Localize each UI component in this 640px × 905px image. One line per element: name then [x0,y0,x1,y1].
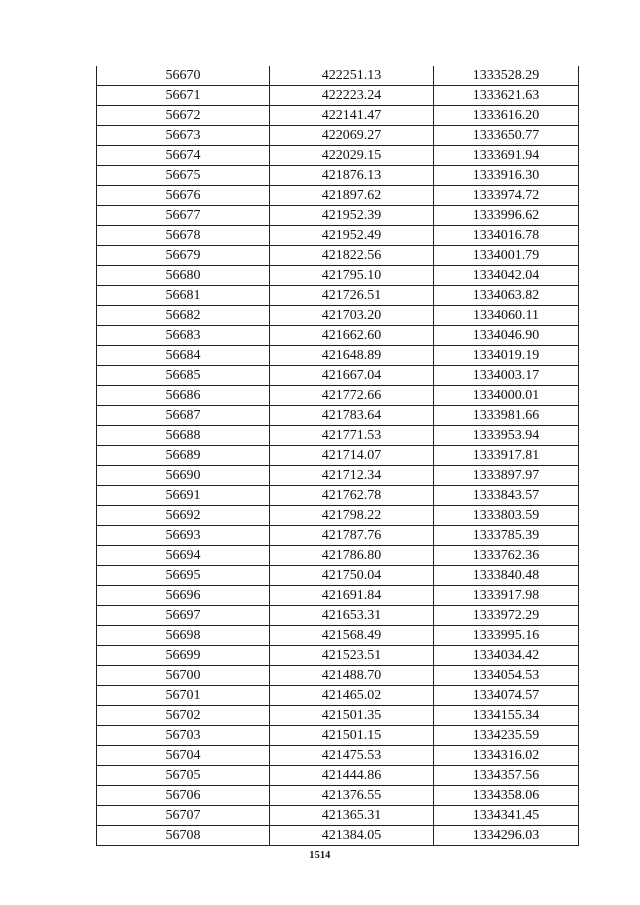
point-id-cell: 56670 [97,66,270,86]
point-id-cell: 56685 [97,366,270,386]
x-coordinate-cell: 421822.56 [270,246,434,266]
table-row [97,166,579,186]
table-row [97,126,579,146]
point-id-cell: 56696 [97,586,270,606]
point-id-cell: 56683 [97,326,270,346]
y-coordinate-cell: 1333840.48 [434,566,579,586]
point-id-cell: 56695 [97,566,270,586]
point-id-cell: 56702 [97,706,270,726]
point-id-cell: 56697 [97,606,270,626]
y-coordinate-cell: 1333762.36 [434,546,579,566]
point-id-cell: 56699 [97,646,270,666]
table-row [97,566,579,586]
table-row [97,746,579,766]
x-coordinate-cell: 421691.84 [270,586,434,606]
table-row [97,266,579,286]
x-coordinate-cell: 421648.89 [270,346,434,366]
y-coordinate-cell: 1334046.90 [434,326,579,346]
point-id-cell: 56672 [97,106,270,126]
x-coordinate-cell: 422223.24 [270,86,434,106]
point-id-cell: 56693 [97,526,270,546]
table-row [97,366,579,386]
table-row [97,406,579,426]
table-row [97,526,579,546]
table-row [97,386,579,406]
x-coordinate-cell: 421703.20 [270,306,434,326]
x-coordinate-cell: 421787.76 [270,526,434,546]
x-coordinate-cell: 421444.86 [270,766,434,786]
x-coordinate-cell: 421667.04 [270,366,434,386]
y-coordinate-cell: 1333916.30 [434,166,579,186]
x-coordinate-cell: 421726.51 [270,286,434,306]
table-row [97,466,579,486]
x-coordinate-cell: 422069.27 [270,126,434,146]
y-coordinate-cell: 1334060.11 [434,306,579,326]
x-coordinate-cell: 421523.51 [270,646,434,666]
y-coordinate-cell: 1333691.94 [434,146,579,166]
table-row [97,826,579,846]
table-row [97,486,579,506]
point-id-cell: 56690 [97,466,270,486]
x-coordinate-cell: 421897.62 [270,186,434,206]
y-coordinate-cell: 1333981.66 [434,406,579,426]
page-number: 1514 [309,850,331,861]
y-coordinate-cell: 1334000.01 [434,386,579,406]
x-coordinate-cell: 421798.22 [270,506,434,526]
y-coordinate-cell: 1334235.59 [434,726,579,746]
point-id-cell: 56704 [97,746,270,766]
point-id-cell: 56677 [97,206,270,226]
x-coordinate-cell: 421465.02 [270,686,434,706]
y-coordinate-cell: 1334019.19 [434,346,579,366]
y-coordinate-cell: 1334003.17 [434,366,579,386]
point-id-cell: 56705 [97,766,270,786]
y-coordinate-cell: 1333897.97 [434,466,579,486]
table-row [97,226,579,246]
y-coordinate-cell: 1333972.29 [434,606,579,626]
x-coordinate-cell: 421952.39 [270,206,434,226]
table-row [97,86,579,106]
point-id-cell: 56700 [97,666,270,686]
x-coordinate-cell: 421568.49 [270,626,434,646]
y-coordinate-cell: 1333996.62 [434,206,579,226]
table-row [97,706,579,726]
y-coordinate-cell: 1333616.20 [434,106,579,126]
y-coordinate-cell: 1333917.81 [434,446,579,466]
x-coordinate-cell: 421365.31 [270,806,434,826]
x-coordinate-cell: 421750.04 [270,566,434,586]
x-coordinate-cell: 421786.80 [270,546,434,566]
point-id-cell: 56675 [97,166,270,186]
table-row [97,146,579,166]
y-coordinate-cell: 1334054.53 [434,666,579,686]
coordinates-table-body [97,66,579,846]
y-coordinate-cell: 1333650.77 [434,126,579,146]
table-row [97,646,579,666]
y-coordinate-cell: 1334063.82 [434,286,579,306]
y-coordinate-cell: 1334316.02 [434,746,579,766]
y-coordinate-cell: 1334357.56 [434,766,579,786]
table-row [97,726,579,746]
x-coordinate-cell: 421475.53 [270,746,434,766]
point-id-cell: 56673 [97,126,270,146]
y-coordinate-cell: 1333995.16 [434,626,579,646]
point-id-cell: 56678 [97,226,270,246]
x-coordinate-cell: 421712.34 [270,466,434,486]
x-coordinate-cell: 422251.13 [270,66,434,86]
table-row [97,586,579,606]
table-row [97,66,579,86]
point-id-cell: 56691 [97,486,270,506]
y-coordinate-cell: 1334001.79 [434,246,579,266]
y-coordinate-cell: 1334016.78 [434,226,579,246]
table-row [97,306,579,326]
y-coordinate-cell: 1333843.57 [434,486,579,506]
point-id-cell: 56692 [97,506,270,526]
point-id-cell: 56684 [97,346,270,366]
point-id-cell: 56703 [97,726,270,746]
y-coordinate-cell: 1334341.45 [434,806,579,826]
x-coordinate-cell: 421662.60 [270,326,434,346]
x-coordinate-cell: 421795.10 [270,266,434,286]
point-id-cell: 56682 [97,306,270,326]
point-id-cell: 56681 [97,286,270,306]
x-coordinate-cell: 421771.53 [270,426,434,446]
point-id-cell: 56706 [97,786,270,806]
coordinates-table [96,66,579,846]
x-coordinate-cell: 421783.64 [270,406,434,426]
table-row [97,426,579,446]
x-coordinate-cell: 421952.49 [270,226,434,246]
table-row [97,346,579,366]
point-id-cell: 56676 [97,186,270,206]
point-id-cell: 56687 [97,406,270,426]
x-coordinate-cell: 421714.07 [270,446,434,466]
table-row [97,766,579,786]
x-coordinate-cell: 421501.15 [270,726,434,746]
y-coordinate-cell: 1333917.98 [434,586,579,606]
point-id-cell: 56701 [97,686,270,706]
y-coordinate-cell: 1333803.59 [434,506,579,526]
y-coordinate-cell: 1334074.57 [434,686,579,706]
x-coordinate-cell: 421653.31 [270,606,434,626]
table-row [97,606,579,626]
table-row [97,686,579,706]
table-row [97,506,579,526]
point-id-cell: 56689 [97,446,270,466]
table-row [97,666,579,686]
x-coordinate-cell: 421501.35 [270,706,434,726]
point-id-cell: 56671 [97,86,270,106]
table-row [97,206,579,226]
point-id-cell: 56674 [97,146,270,166]
y-coordinate-cell: 1333953.94 [434,426,579,446]
point-id-cell: 56688 [97,426,270,446]
table-row [97,446,579,466]
y-coordinate-cell: 1334042.04 [434,266,579,286]
y-coordinate-cell: 1334034.42 [434,646,579,666]
table-row [97,626,579,646]
table-row [97,806,579,826]
x-coordinate-cell: 421772.66 [270,386,434,406]
y-coordinate-cell: 1333785.39 [434,526,579,546]
x-coordinate-cell: 421384.05 [270,826,434,846]
point-id-cell: 56694 [97,546,270,566]
point-id-cell: 56698 [97,626,270,646]
table-row [97,106,579,126]
y-coordinate-cell: 1334155.34 [434,706,579,726]
x-coordinate-cell: 422141.47 [270,106,434,126]
x-coordinate-cell: 421762.78 [270,486,434,506]
y-coordinate-cell: 1334358.06 [434,786,579,806]
y-coordinate-cell: 1333528.29 [434,66,579,86]
x-coordinate-cell: 421488.70 [270,666,434,686]
table-row [97,786,579,806]
y-coordinate-cell: 1333974.72 [434,186,579,206]
point-id-cell: 56686 [97,386,270,406]
x-coordinate-cell: 421876.13 [270,166,434,186]
point-id-cell: 56708 [97,826,270,846]
table-row [97,286,579,306]
table-row [97,326,579,346]
point-id-cell: 56707 [97,806,270,826]
table-row [97,546,579,566]
table-row [97,186,579,206]
table-row [97,246,579,266]
point-id-cell: 56680 [97,266,270,286]
x-coordinate-cell: 421376.55 [270,786,434,806]
y-coordinate-cell: 1334296.03 [434,826,579,846]
point-id-cell: 56679 [97,246,270,266]
x-coordinate-cell: 422029.15 [270,146,434,166]
y-coordinate-cell: 1333621.63 [434,86,579,106]
